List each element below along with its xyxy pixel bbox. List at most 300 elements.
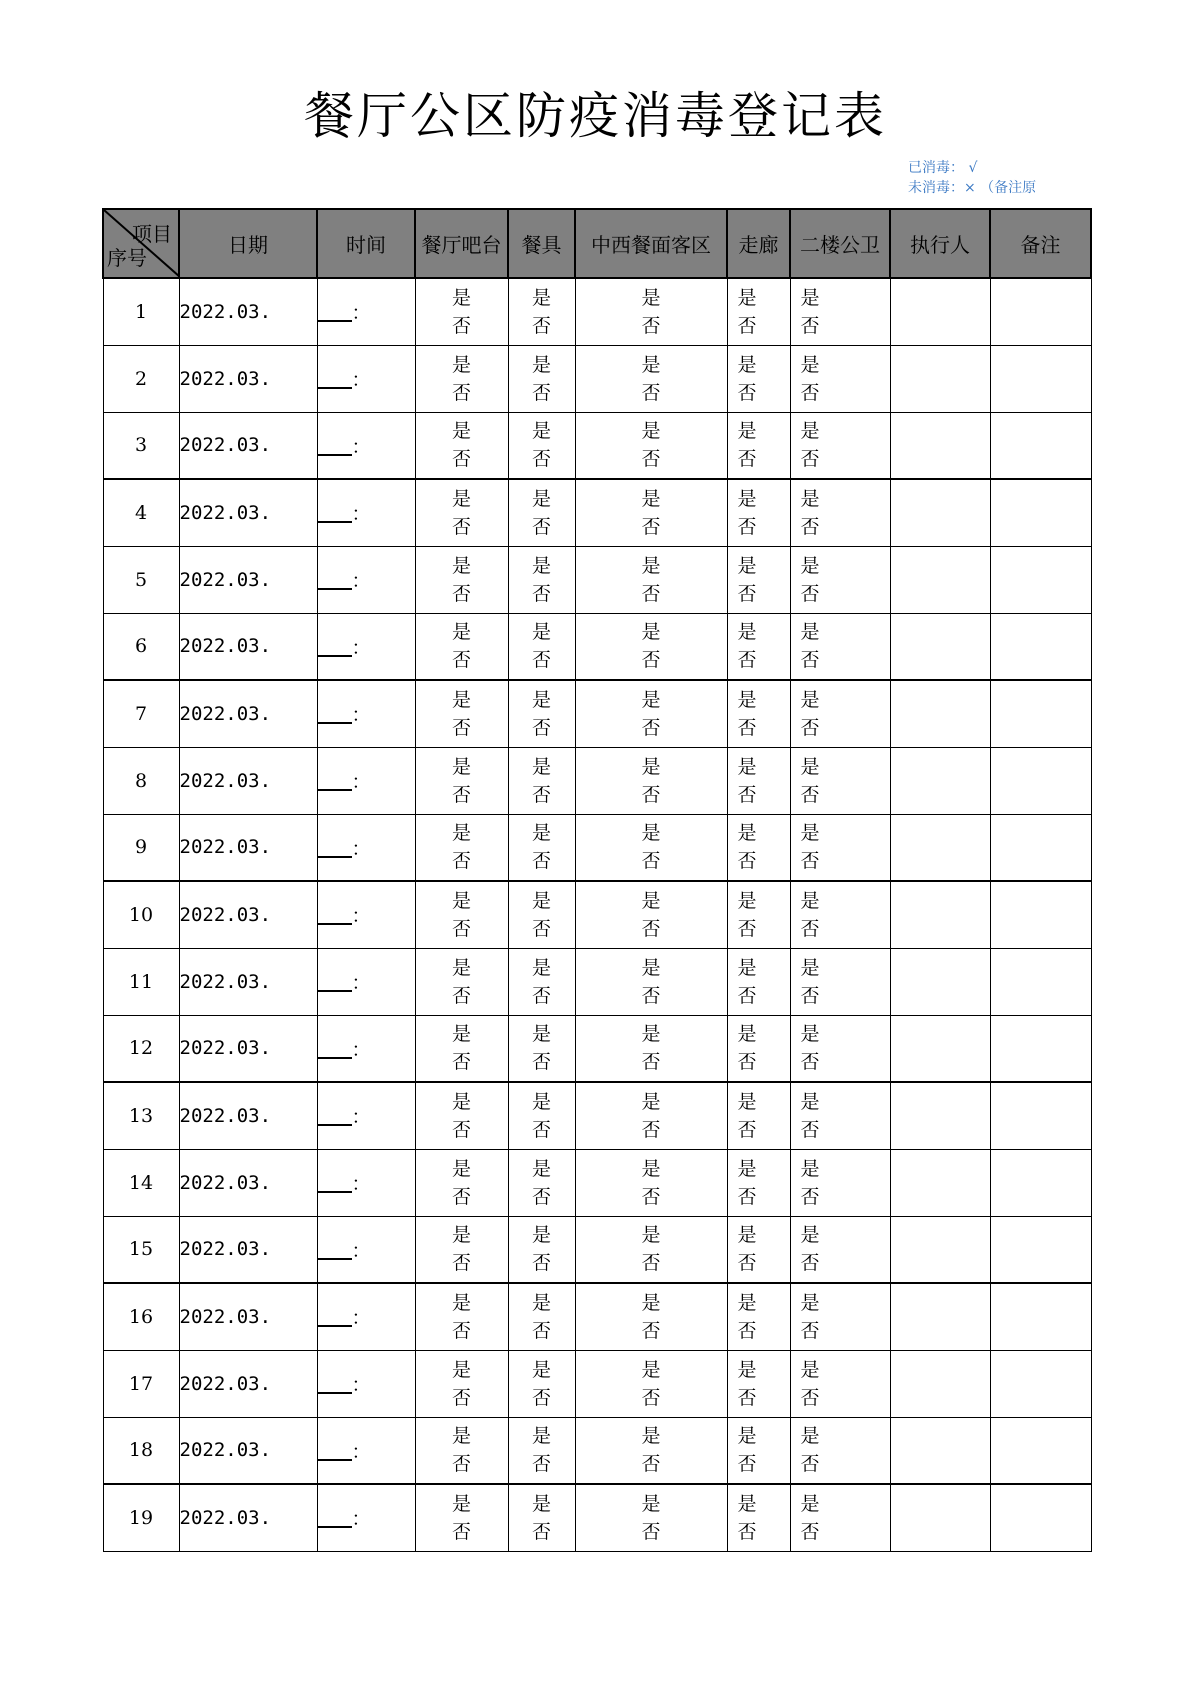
check-bar[interactable]: [415, 412, 508, 479]
option-yes[interactable]: 是: [737, 1090, 757, 1113]
option-yes[interactable]: 是: [641, 1492, 661, 1515]
option-no[interactable]: 否: [451, 314, 471, 337]
time-blank[interactable]: [318, 708, 352, 724]
time-blank[interactable]: [318, 641, 352, 657]
option-yes[interactable]: 是: [451, 621, 471, 644]
check-tableware[interactable]: [508, 1484, 575, 1551]
option-no[interactable]: 否: [451, 1185, 471, 1208]
option-yes[interactable]: 是: [641, 1291, 661, 1314]
date-cell[interactable]: 2022.03.: [179, 345, 317, 412]
executor-cell[interactable]: [890, 546, 990, 613]
check-corridor[interactable]: [727, 1417, 790, 1484]
option-no[interactable]: 否: [641, 783, 661, 806]
check-tableware[interactable]: [508, 613, 575, 680]
option-no[interactable]: 否: [737, 1118, 757, 1141]
check-corridor[interactable]: [727, 1149, 790, 1216]
executor-cell[interactable]: [890, 747, 990, 814]
option-no[interactable]: 否: [531, 1520, 551, 1543]
check-restroom[interactable]: [790, 1015, 890, 1082]
option-no[interactable]: 否: [800, 1118, 820, 1141]
check-corridor[interactable]: [727, 1350, 790, 1417]
option-no[interactable]: 否: [641, 984, 661, 1007]
option-no[interactable]: 否: [641, 314, 661, 337]
option-yes[interactable]: 是: [737, 1157, 757, 1180]
option-no[interactable]: 否: [800, 917, 820, 940]
date-cell[interactable]: 2022.03.: [179, 1149, 317, 1216]
check-restroom[interactable]: [790, 479, 890, 546]
check-corridor[interactable]: [727, 1082, 790, 1149]
option-no[interactable]: 否: [641, 1520, 661, 1543]
check-tableware[interactable]: [508, 1015, 575, 1082]
check-dining-area[interactable]: [575, 546, 727, 613]
option-yes[interactable]: 是: [531, 889, 551, 912]
executor-cell[interactable]: [890, 1350, 990, 1417]
option-yes[interactable]: 是: [641, 1224, 661, 1247]
option-no[interactable]: 否: [641, 1319, 661, 1342]
date-cell[interactable]: 2022.03.: [179, 881, 317, 948]
option-no[interactable]: 否: [737, 1520, 757, 1543]
option-yes[interactable]: 是: [531, 1291, 551, 1314]
time-blank[interactable]: [318, 1311, 352, 1327]
date-cell[interactable]: 2022.03.: [179, 278, 317, 345]
option-yes[interactable]: 是: [641, 822, 661, 845]
time-cell[interactable]: [317, 881, 415, 948]
option-yes[interactable]: 是: [800, 1358, 820, 1381]
check-dining-area[interactable]: [575, 1484, 727, 1551]
option-yes[interactable]: 是: [531, 1425, 551, 1448]
option-no[interactable]: 否: [451, 1520, 471, 1543]
check-bar[interactable]: [415, 1484, 508, 1551]
option-no[interactable]: 否: [800, 515, 820, 538]
option-yes[interactable]: 是: [531, 353, 551, 376]
check-tableware[interactable]: [508, 1082, 575, 1149]
option-no[interactable]: 否: [737, 515, 757, 538]
option-yes[interactable]: 是: [737, 956, 757, 979]
check-restroom[interactable]: [790, 1149, 890, 1216]
check-dining-area[interactable]: [575, 1082, 727, 1149]
check-tableware[interactable]: [508, 747, 575, 814]
option-yes[interactable]: 是: [641, 554, 661, 577]
remarks-cell[interactable]: [990, 278, 1091, 345]
check-tableware[interactable]: [508, 1417, 575, 1484]
option-no[interactable]: 否: [641, 716, 661, 739]
date-cell[interactable]: 2022.03.: [179, 1015, 317, 1082]
option-yes[interactable]: 是: [451, 1492, 471, 1515]
check-corridor[interactable]: [727, 345, 790, 412]
check-restroom[interactable]: [790, 412, 890, 479]
executor-cell[interactable]: [890, 1283, 990, 1350]
option-yes[interactable]: 是: [737, 755, 757, 778]
option-no[interactable]: 否: [641, 1453, 661, 1476]
check-restroom[interactable]: [790, 1417, 890, 1484]
time-blank[interactable]: [318, 1445, 352, 1461]
option-no[interactable]: 否: [737, 1386, 757, 1409]
check-tableware[interactable]: [508, 1350, 575, 1417]
option-yes[interactable]: 是: [800, 353, 820, 376]
option-no[interactable]: 否: [531, 448, 551, 471]
executor-cell[interactable]: [890, 948, 990, 1015]
executor-cell[interactable]: [890, 412, 990, 479]
option-no[interactable]: 否: [641, 917, 661, 940]
remarks-cell[interactable]: [990, 412, 1091, 479]
option-no[interactable]: 否: [451, 716, 471, 739]
check-bar[interactable]: [415, 1015, 508, 1082]
time-cell[interactable]: [317, 1350, 415, 1417]
option-no[interactable]: 否: [737, 1453, 757, 1476]
option-no[interactable]: 否: [800, 649, 820, 672]
time-cell[interactable]: [317, 814, 415, 881]
option-no[interactable]: 否: [531, 917, 551, 940]
check-bar[interactable]: [415, 948, 508, 1015]
check-dining-area[interactable]: [575, 680, 727, 747]
check-restroom[interactable]: [790, 345, 890, 412]
option-yes[interactable]: 是: [737, 1291, 757, 1314]
option-yes[interactable]: 是: [737, 688, 757, 711]
option-no[interactable]: 否: [531, 582, 551, 605]
option-no[interactable]: 否: [800, 716, 820, 739]
option-yes[interactable]: 是: [451, 1090, 471, 1113]
check-dining-area[interactable]: [575, 1149, 727, 1216]
option-yes[interactable]: 是: [451, 956, 471, 979]
check-bar[interactable]: [415, 1082, 508, 1149]
option-yes[interactable]: 是: [451, 554, 471, 577]
time-blank[interactable]: [318, 574, 352, 590]
option-yes[interactable]: 是: [451, 1157, 471, 1180]
time-blank[interactable]: [318, 1512, 352, 1528]
date-cell[interactable]: 2022.03.: [179, 613, 317, 680]
option-no[interactable]: 否: [451, 1051, 471, 1074]
option-yes[interactable]: 是: [737, 353, 757, 376]
check-tableware[interactable]: [508, 345, 575, 412]
option-no[interactable]: 否: [800, 1185, 820, 1208]
option-yes[interactable]: 是: [800, 1224, 820, 1247]
option-yes[interactable]: 是: [800, 822, 820, 845]
option-yes[interactable]: 是: [737, 1224, 757, 1247]
option-yes[interactable]: 是: [531, 1224, 551, 1247]
option-yes[interactable]: 是: [641, 755, 661, 778]
option-no[interactable]: 否: [641, 381, 661, 404]
option-yes[interactable]: 是: [641, 487, 661, 510]
time-cell[interactable]: [317, 1015, 415, 1082]
date-cell[interactable]: 2022.03.: [179, 1082, 317, 1149]
check-corridor[interactable]: [727, 814, 790, 881]
option-yes[interactable]: 是: [737, 1425, 757, 1448]
option-yes[interactable]: 是: [800, 554, 820, 577]
check-corridor[interactable]: [727, 1216, 790, 1283]
option-no[interactable]: 否: [531, 314, 551, 337]
check-bar[interactable]: [415, 1283, 508, 1350]
check-tableware[interactable]: [508, 1149, 575, 1216]
option-no[interactable]: 否: [531, 1319, 551, 1342]
check-bar[interactable]: [415, 345, 508, 412]
option-no[interactable]: 否: [531, 1252, 551, 1275]
option-no[interactable]: 否: [531, 1453, 551, 1476]
option-yes[interactable]: 是: [641, 353, 661, 376]
remarks-cell[interactable]: [990, 814, 1091, 881]
option-no[interactable]: 否: [451, 783, 471, 806]
check-dining-area[interactable]: [575, 948, 727, 1015]
time-blank[interactable]: [318, 440, 352, 456]
date-cell[interactable]: 2022.03.: [179, 1216, 317, 1283]
option-no[interactable]: 否: [800, 1252, 820, 1275]
check-tableware[interactable]: [508, 1216, 575, 1283]
option-yes[interactable]: 是: [531, 1157, 551, 1180]
option-yes[interactable]: 是: [451, 1358, 471, 1381]
option-yes[interactable]: 是: [800, 286, 820, 309]
option-no[interactable]: 否: [451, 917, 471, 940]
option-yes[interactable]: 是: [800, 1023, 820, 1046]
time-blank[interactable]: [318, 373, 352, 389]
executor-cell[interactable]: [890, 278, 990, 345]
option-no[interactable]: 否: [451, 515, 471, 538]
option-no[interactable]: 否: [737, 1252, 757, 1275]
option-yes[interactable]: 是: [641, 1023, 661, 1046]
remarks-cell[interactable]: [990, 479, 1091, 546]
option-yes[interactable]: 是: [451, 889, 471, 912]
check-bar[interactable]: [415, 1350, 508, 1417]
remarks-cell[interactable]: [990, 1082, 1091, 1149]
time-cell[interactable]: [317, 412, 415, 479]
check-bar[interactable]: [415, 613, 508, 680]
remarks-cell[interactable]: [990, 1417, 1091, 1484]
option-no[interactable]: 否: [641, 1051, 661, 1074]
option-no[interactable]: 否: [451, 1319, 471, 1342]
option-yes[interactable]: 是: [451, 755, 471, 778]
option-no[interactable]: 否: [737, 984, 757, 1007]
option-yes[interactable]: 是: [641, 688, 661, 711]
option-yes[interactable]: 是: [451, 286, 471, 309]
option-yes[interactable]: 是: [800, 420, 820, 443]
time-cell[interactable]: [317, 1417, 415, 1484]
executor-cell[interactable]: [890, 613, 990, 680]
option-no[interactable]: 否: [737, 917, 757, 940]
check-dining-area[interactable]: [575, 1350, 727, 1417]
option-yes[interactable]: 是: [737, 420, 757, 443]
executor-cell[interactable]: [890, 479, 990, 546]
check-restroom[interactable]: [790, 1082, 890, 1149]
check-bar[interactable]: [415, 546, 508, 613]
date-cell[interactable]: 2022.03.: [179, 1417, 317, 1484]
check-dining-area[interactable]: [575, 1216, 727, 1283]
date-cell[interactable]: 2022.03.: [179, 1484, 317, 1551]
time-cell[interactable]: [317, 345, 415, 412]
option-yes[interactable]: 是: [451, 1224, 471, 1247]
remarks-cell[interactable]: [990, 1484, 1091, 1551]
option-no[interactable]: 否: [451, 1252, 471, 1275]
option-yes[interactable]: 是: [531, 1090, 551, 1113]
option-yes[interactable]: 是: [641, 1157, 661, 1180]
date-cell[interactable]: 2022.03.: [179, 1283, 317, 1350]
check-bar[interactable]: [415, 1417, 508, 1484]
remarks-cell[interactable]: [990, 546, 1091, 613]
check-restroom[interactable]: [790, 680, 890, 747]
date-cell[interactable]: 2022.03.: [179, 680, 317, 747]
check-restroom[interactable]: [790, 278, 890, 345]
option-no[interactable]: 否: [800, 314, 820, 337]
time-blank[interactable]: [318, 842, 352, 858]
check-corridor[interactable]: [727, 479, 790, 546]
time-blank[interactable]: [318, 909, 352, 925]
option-no[interactable]: 否: [531, 1118, 551, 1141]
check-restroom[interactable]: [790, 613, 890, 680]
option-yes[interactable]: 是: [737, 1358, 757, 1381]
option-yes[interactable]: 是: [737, 822, 757, 845]
check-tableware[interactable]: [508, 546, 575, 613]
remarks-cell[interactable]: [990, 747, 1091, 814]
time-cell[interactable]: [317, 1082, 415, 1149]
option-yes[interactable]: 是: [451, 1023, 471, 1046]
option-no[interactable]: 否: [641, 1185, 661, 1208]
check-restroom[interactable]: [790, 1350, 890, 1417]
time-cell[interactable]: [317, 278, 415, 345]
remarks-cell[interactable]: [990, 1350, 1091, 1417]
executor-cell[interactable]: [890, 680, 990, 747]
option-yes[interactable]: 是: [800, 889, 820, 912]
check-corridor[interactable]: [727, 278, 790, 345]
time-cell[interactable]: [317, 546, 415, 613]
option-yes[interactable]: 是: [531, 1023, 551, 1046]
remarks-cell[interactable]: [990, 680, 1091, 747]
option-no[interactable]: 否: [800, 850, 820, 873]
date-cell[interactable]: 2022.03.: [179, 546, 317, 613]
option-yes[interactable]: 是: [451, 487, 471, 510]
option-no[interactable]: 否: [737, 314, 757, 337]
option-yes[interactable]: 是: [737, 889, 757, 912]
check-tableware[interactable]: [508, 881, 575, 948]
option-yes[interactable]: 是: [641, 420, 661, 443]
option-no[interactable]: 否: [737, 783, 757, 806]
check-tableware[interactable]: [508, 278, 575, 345]
option-no[interactable]: 否: [531, 1386, 551, 1409]
option-yes[interactable]: 是: [800, 1157, 820, 1180]
check-dining-area[interactable]: [575, 1283, 727, 1350]
time-cell[interactable]: [317, 680, 415, 747]
time-blank[interactable]: [318, 1110, 352, 1126]
time-blank[interactable]: [318, 1378, 352, 1394]
check-restroom[interactable]: [790, 814, 890, 881]
option-no[interactable]: 否: [800, 1051, 820, 1074]
time-blank[interactable]: [318, 1244, 352, 1260]
option-no[interactable]: 否: [641, 582, 661, 605]
option-no[interactable]: 否: [451, 582, 471, 605]
option-yes[interactable]: 是: [800, 688, 820, 711]
option-no[interactable]: 否: [531, 515, 551, 538]
check-dining-area[interactable]: [575, 479, 727, 546]
check-dining-area[interactable]: [575, 1417, 727, 1484]
option-no[interactable]: 否: [800, 783, 820, 806]
option-yes[interactable]: 是: [531, 621, 551, 644]
executor-cell[interactable]: [890, 1484, 990, 1551]
check-bar[interactable]: [415, 1149, 508, 1216]
option-yes[interactable]: 是: [641, 889, 661, 912]
option-no[interactable]: 否: [800, 984, 820, 1007]
option-no[interactable]: 否: [451, 1118, 471, 1141]
remarks-cell[interactable]: [990, 613, 1091, 680]
option-yes[interactable]: 是: [531, 956, 551, 979]
option-yes[interactable]: 是: [800, 1090, 820, 1113]
option-no[interactable]: 否: [800, 1453, 820, 1476]
check-dining-area[interactable]: [575, 613, 727, 680]
option-no[interactable]: 否: [451, 381, 471, 404]
option-yes[interactable]: 是: [531, 554, 551, 577]
time-cell[interactable]: [317, 948, 415, 1015]
check-corridor[interactable]: [727, 747, 790, 814]
time-cell[interactable]: [317, 747, 415, 814]
option-no[interactable]: 否: [451, 850, 471, 873]
option-no[interactable]: 否: [531, 716, 551, 739]
check-bar[interactable]: [415, 814, 508, 881]
option-no[interactable]: 否: [737, 1185, 757, 1208]
option-yes[interactable]: 是: [531, 487, 551, 510]
option-yes[interactable]: 是: [800, 487, 820, 510]
date-cell[interactable]: 2022.03.: [179, 948, 317, 1015]
option-no[interactable]: 否: [800, 381, 820, 404]
check-corridor[interactable]: [727, 881, 790, 948]
option-yes[interactable]: 是: [531, 755, 551, 778]
option-yes[interactable]: 是: [531, 420, 551, 443]
check-tableware[interactable]: [508, 680, 575, 747]
executor-cell[interactable]: [890, 1417, 990, 1484]
option-yes[interactable]: 是: [737, 286, 757, 309]
check-dining-area[interactable]: [575, 1015, 727, 1082]
check-dining-area[interactable]: [575, 412, 727, 479]
date-cell[interactable]: 2022.03.: [179, 412, 317, 479]
time-cell[interactable]: [317, 1283, 415, 1350]
option-no[interactable]: 否: [451, 1453, 471, 1476]
remarks-cell[interactable]: [990, 1149, 1091, 1216]
option-yes[interactable]: 是: [737, 621, 757, 644]
option-no[interactable]: 否: [531, 381, 551, 404]
check-dining-area[interactable]: [575, 814, 727, 881]
remarks-cell[interactable]: [990, 1283, 1091, 1350]
option-yes[interactable]: 是: [641, 1358, 661, 1381]
option-yes[interactable]: 是: [451, 688, 471, 711]
option-yes[interactable]: 是: [737, 487, 757, 510]
option-yes[interactable]: 是: [641, 286, 661, 309]
check-corridor[interactable]: [727, 680, 790, 747]
check-dining-area[interactable]: [575, 747, 727, 814]
option-no[interactable]: 否: [451, 984, 471, 1007]
executor-cell[interactable]: [890, 1082, 990, 1149]
option-yes[interactable]: 是: [800, 1291, 820, 1314]
option-yes[interactable]: 是: [737, 554, 757, 577]
check-dining-area[interactable]: [575, 345, 727, 412]
option-yes[interactable]: 是: [451, 1291, 471, 1314]
option-no[interactable]: 否: [800, 582, 820, 605]
remarks-cell[interactable]: [990, 881, 1091, 948]
check-corridor[interactable]: [727, 613, 790, 680]
option-no[interactable]: 否: [451, 1386, 471, 1409]
option-yes[interactable]: 是: [641, 956, 661, 979]
option-no[interactable]: 否: [800, 1319, 820, 1342]
check-corridor[interactable]: [727, 948, 790, 1015]
option-no[interactable]: 否: [531, 984, 551, 1007]
option-yes[interactable]: 是: [737, 1023, 757, 1046]
check-restroom[interactable]: [790, 546, 890, 613]
check-bar[interactable]: [415, 278, 508, 345]
option-no[interactable]: 否: [451, 649, 471, 672]
option-yes[interactable]: 是: [531, 822, 551, 845]
option-no[interactable]: 否: [737, 582, 757, 605]
option-no[interactable]: 否: [800, 1520, 820, 1543]
date-cell[interactable]: 2022.03.: [179, 747, 317, 814]
option-no[interactable]: 否: [737, 1051, 757, 1074]
option-yes[interactable]: 是: [737, 1492, 757, 1515]
remarks-cell[interactable]: [990, 345, 1091, 412]
check-dining-area[interactable]: [575, 278, 727, 345]
option-no[interactable]: 否: [641, 649, 661, 672]
check-restroom[interactable]: [790, 948, 890, 1015]
